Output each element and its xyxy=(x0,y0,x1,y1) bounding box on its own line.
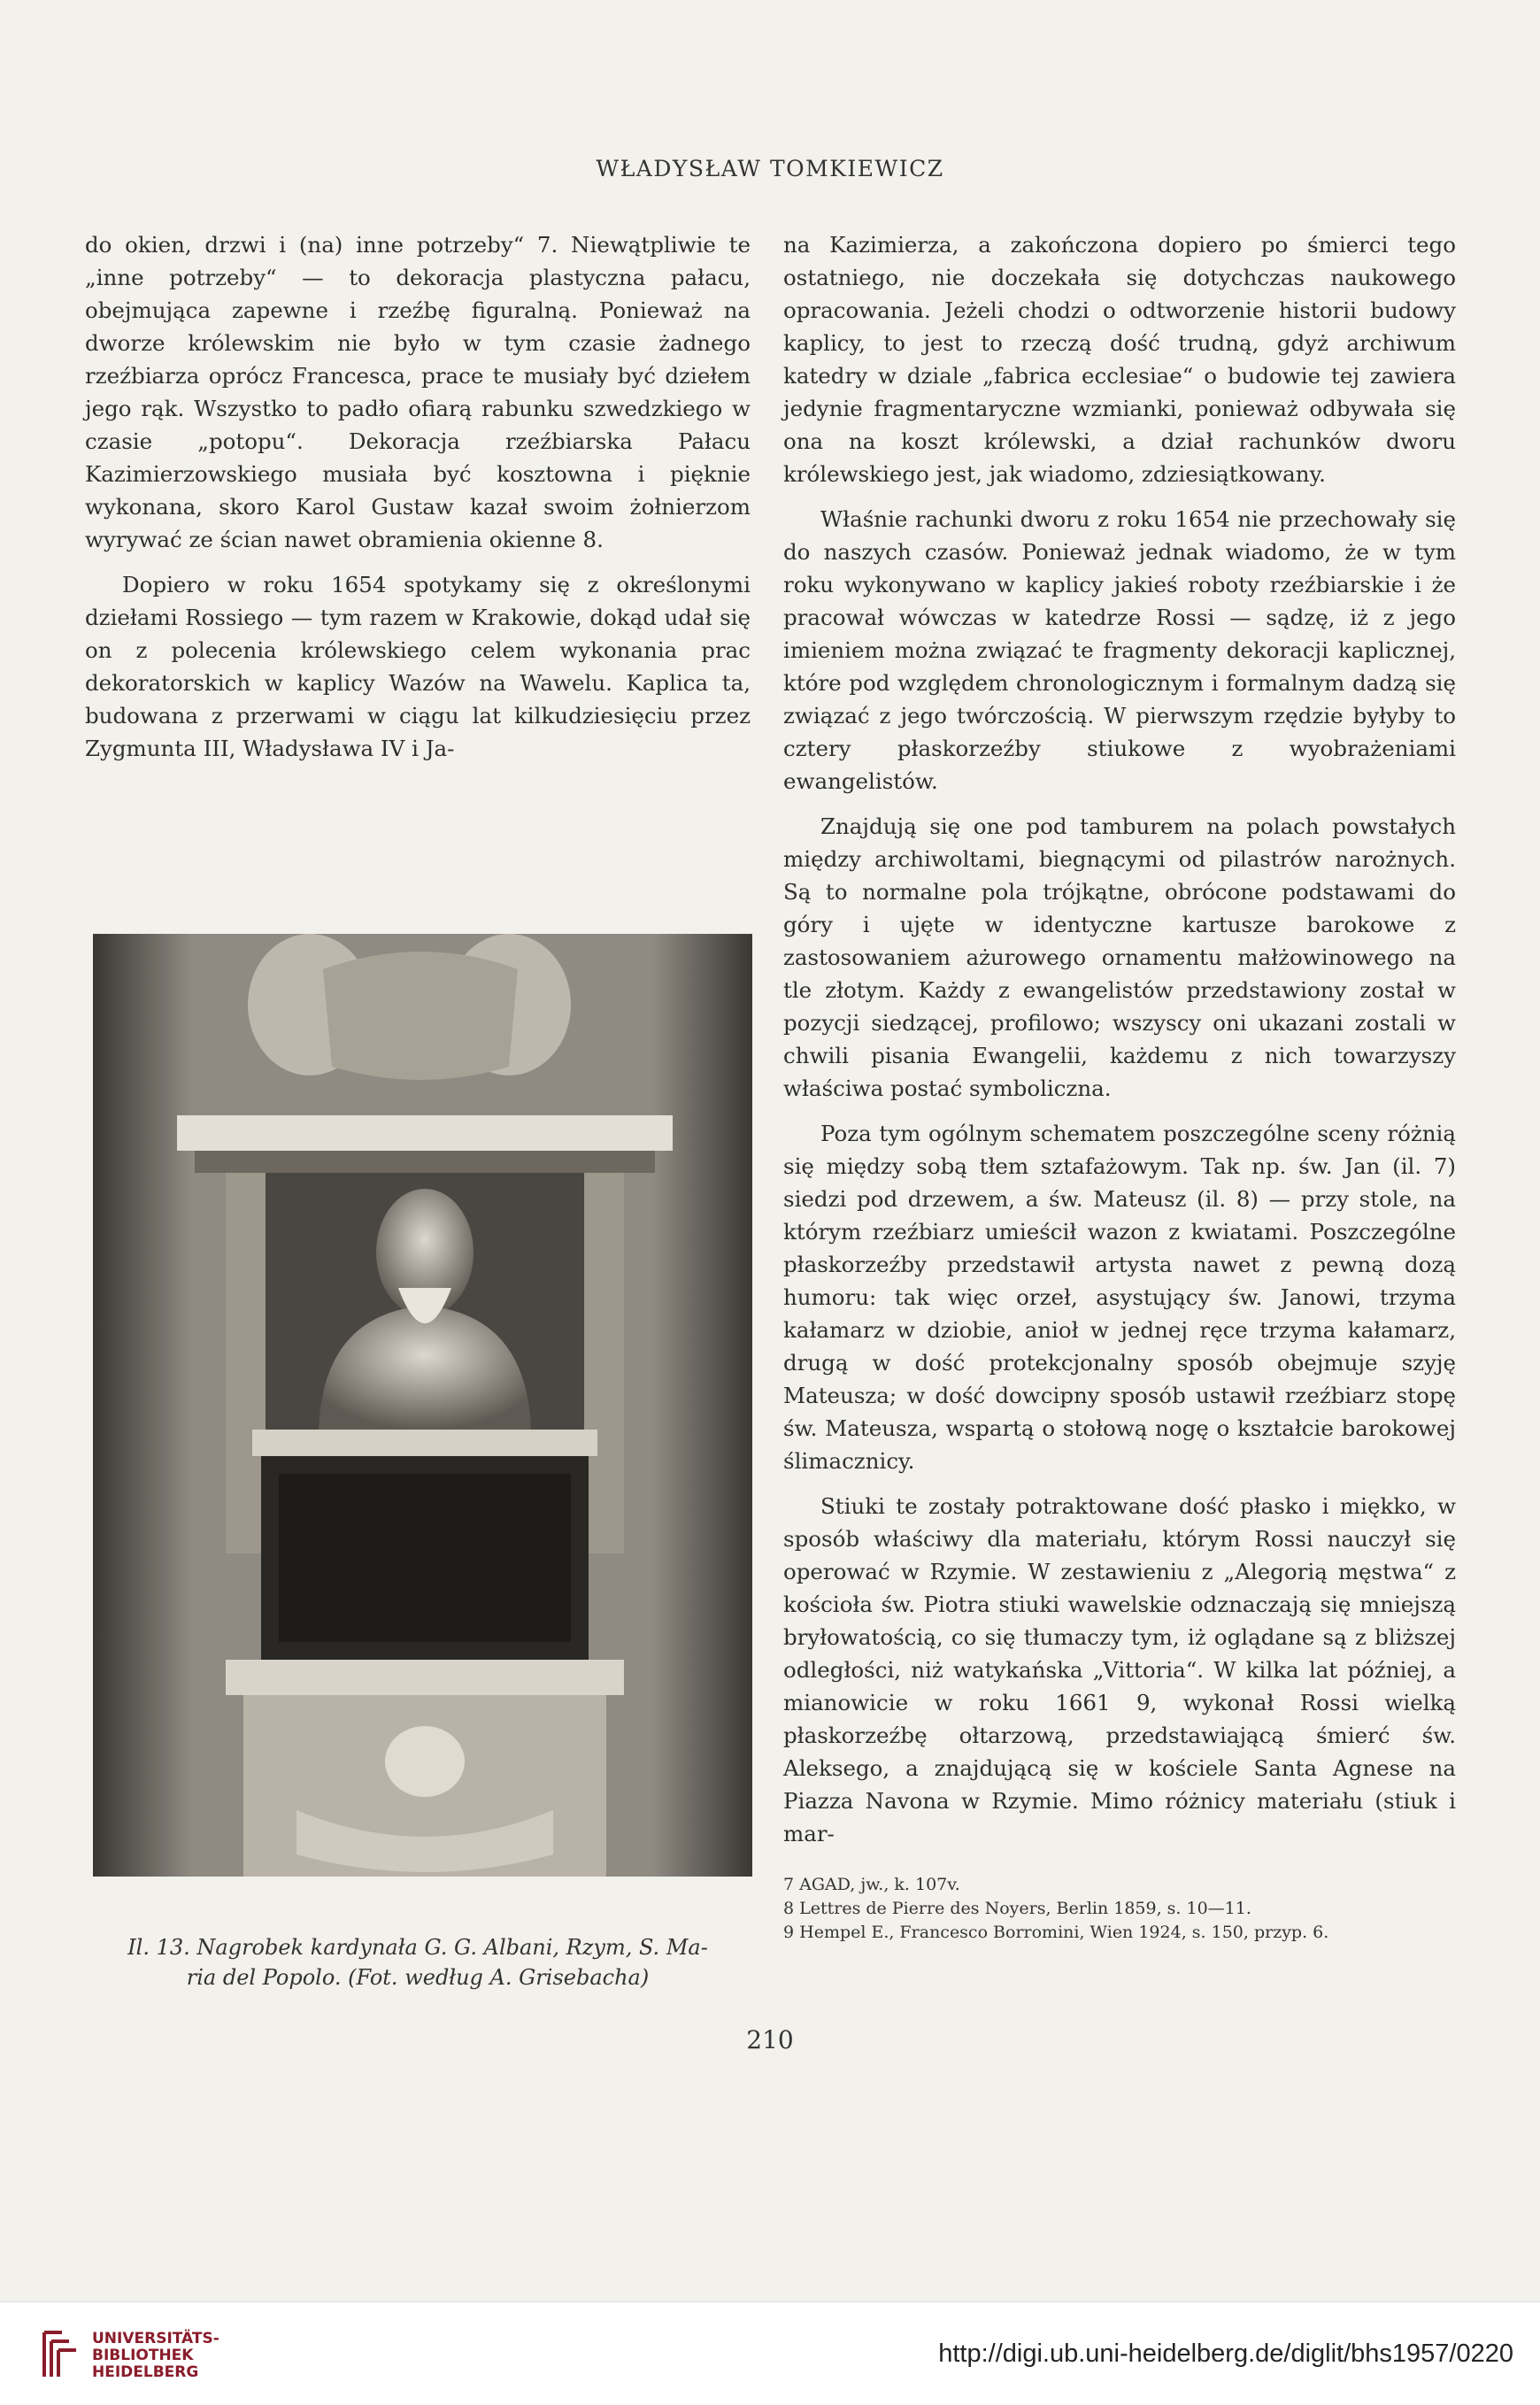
tomb-illustration-icon xyxy=(93,934,752,1877)
caption-line: Il. 13. Nagrobek kardynała G. G. Albani, Rzym, S. Ma- xyxy=(127,1935,708,1960)
paragraph: Poza tym ogólnym schematem poszczególne sceny różnią się między sobą tłem sztafażowym. Tak np. św. Jan (il. 7) siedzi pod drzewem, a św. Mateusz (il. 8) — przy stole, na którym rzeźbiarz umieścił wazon z kwiatami. Poszczególne płaskorzeźby przedstawił artysta nawet z pewną dozą humoru: tak więc orzeł, asystujący św. Janowi, trzyma kałamarz w dziobie, anioł w jednej ręce trzyma kałamarz, drugą w dość protekcjonalny sposób obejmuje szyję Mateusza; w dość dowcipny sposób ustawił rzeźbiarz stopę św. Mateusza, wspartą o stołową nogę o kształcie barokowej ślimacznicy. xyxy=(783,1121,1456,1474)
paragraph: Właśnie rachunki dworu z roku 1654 nie przechowały się do naszych czasów. Ponieważ jednak wiadomo, że w tym roku wykonywano w kaplicy jakieś roboty rzeźbiarskie i że pracował wówczas w katedrze Rossi — sądzę, iż z jego imieniem można związać te fragmenty dekoracji kaplicznej, które pod względem chronologicznym i formalnym dadzą się związać z jego twórczością. W pierwszym rzędzie byłyby to cztery płaskorzeźby stiukowe z wyobrażeniami ewangelistów. xyxy=(783,506,1456,794)
right-column xyxy=(783,228,1456,1862)
footnote: 7 AGAD, jw., k. 107v. xyxy=(783,1875,960,1894)
library-name xyxy=(92,2331,219,2381)
library-line: HEIDELBERG xyxy=(92,2363,199,2381)
paragraph: Znajdują się one pod tamburem na polach powstałych między archiwoltami, biegnącymi od pilastrów narożnych. Są to normalne pola trójkątne, obrócone podstawami do góry i ujęte w identyczne kartusze barokowe z zastosowaniem ażurowego ornamentu małżowinowego na tle złotym. Każdy z ewangelistów przedstawiony został w pozycji siedzącej, profilowo; wszyscy oni ukazani zostali w chwili pisania Ewangelii, każdemu z nich towarzyszy właściwa postać symboliczna. xyxy=(783,813,1456,1101)
footnote: 8 Lettres de Pierre des Noyers, Berlin 1859, s. 10—11. xyxy=(783,1899,1251,1918)
caption-line: ria del Popolo. (Fot. według A. Grisebacha) xyxy=(186,1965,650,1990)
paragraph: na Kazimierza, a zakończona dopiero po śmierci tego ostatniego, nie doczekała się dotychczas naukowego opracowania. Jeżeli chodzi o odtworzenie historii budowy kaplicy, to jest to rzeczą dość trudną, gdyż archiwum katedry w dziale „fabrica ecclesiae“ o budowie tej zawiera jedynie fragmentaryczne wzmianki, ponieważ odbywała się ona na koszt królewski, a dział rachunków dworu królewskiego jest, jak wiadomo, zdziesiątkowany. xyxy=(783,232,1456,487)
tomb-photograph xyxy=(93,934,752,1877)
footnotes xyxy=(783,1873,1456,1945)
running-header: WŁADYSŁAW TOMKIEWICZ xyxy=(596,156,944,181)
page-number: 210 xyxy=(746,2025,794,2054)
paragraph: Stiuki te zostały potraktowane dość płasko i miękko, w sposób właściwy dla materiału, którym Rossi nauczył się operować w Rzymie. W zestawieniu z „Alegorią męstwa“ z kościoła św. Piotra stiuki wawelskie odznaczają się mniejszą bryłowatością, co się tłumaczy tym, iż oglądane są z bliższej odległości, niż watykańska „Vittoria“. W kilka lat później, a mianowicie w roku 1661 9, wykonał Rossi wielką płaskorzeźbę ołtarzową, przedstawiającą śmierć św. Aleksego, a znajdującą się w kościele Santa Agnese na Piazza Navona w Rzymie. Mimo różnicy materiału (stiuk i mar- xyxy=(783,1493,1456,1846)
paragraph: Dopiero w roku 1654 spotykamy się z określonymi dziełami Rossiego — tym razem w Krakowie, dokąd udał się on z polecenia królewskiego celem wykonania prac dekoratorskich w kaplicy Wazów na Wawelu. Kaplica ta, budowana z przerwami w ciągu lat kilkudziesięciu przez Zygmunta III, Władysława IV i Ja- xyxy=(85,572,751,761)
library-logo-icon xyxy=(35,2327,81,2382)
figure-caption xyxy=(85,1932,751,1993)
left-column xyxy=(85,228,751,777)
footnote: 9 Hempel E., Francesco Borromini, Wien 1924, s. 150, przyp. 6. xyxy=(783,1923,1329,1942)
library-line: UNIVERSITÄTS- xyxy=(92,2330,219,2347)
source-url-link[interactable]: http://digi.ub.uni-heidelberg.de/diglit/bhs1957/0220 xyxy=(938,2339,1513,2368)
library-line: BIBLIOTHEK xyxy=(92,2347,194,2364)
paragraph: do okien, drzwi i (na) inne potrzeby“ 7. Niewątpliwie te „inne potrzeby“ — to dekoracja plastyczna pałacu, obejmująca zapewne i rzeźbę figuralną. Ponieważ na dworze królewskim nie było w tym czasie żadnego rzeźbiarza oprócz Francesca, prace te musiały być dziełem jego rąk. Wszystko to padło ofiarą rabunku szwedzkiego w czasie „potopu“. Dekoracja rzeźbiarska Pałacu Kazimierzowskiego musiała być kosztowna i pięknie wykonana, skoro Karol Gustaw kazał swoim żołnierzom wyrywać ze ścian nawet obramienia okienne 8. xyxy=(85,232,751,552)
library-footer xyxy=(0,2301,1540,2405)
